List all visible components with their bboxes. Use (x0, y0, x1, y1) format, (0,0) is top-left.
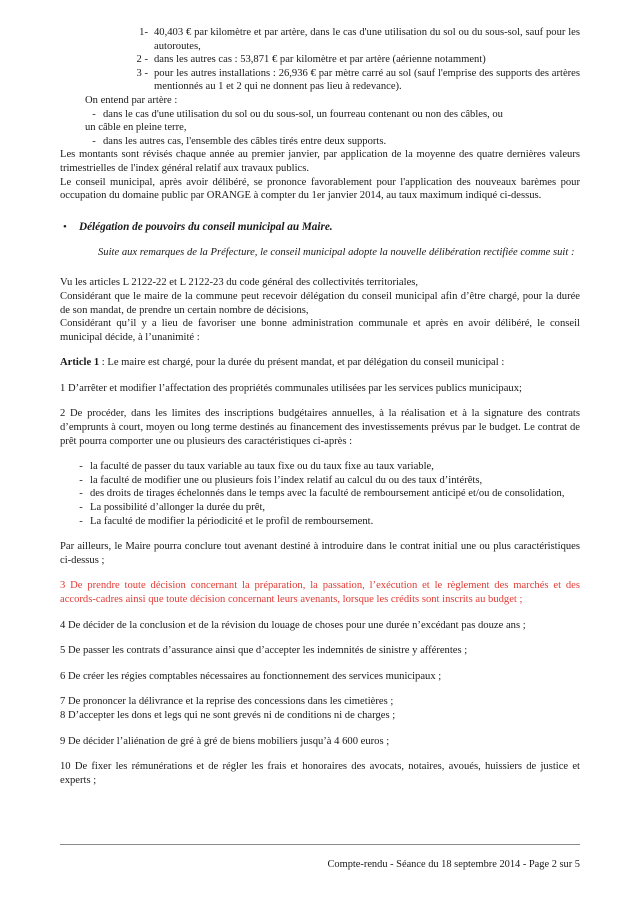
list-item (85, 135, 580, 149)
list-item-text: la faculté de passer du taux variable au taux fixe ou du taux fixe au taux variable, (90, 461, 434, 473)
spacer (60, 448, 580, 460)
spacer (60, 370, 580, 382)
spacer (60, 607, 580, 619)
article-text: : Le maire est chargé, pour la durée du présent mandat, et par délégation du conseil municipal : (99, 357, 505, 369)
list-item (128, 53, 580, 67)
delegation-item-3: 3 De prendre toute décision concernant la préparation, la passation, l’exécution et le règlement des marchés et des accords-cadres ainsi que toute décision concernant leurs avenants, lorsque les crédits sont inscrits au budget ; (60, 580, 580, 605)
delegation-item-1: 1 D’arrêter et modifier l’affectation des propriétés communales utilisées par les services publics municipaux; (60, 382, 522, 394)
spacer (60, 632, 580, 644)
delegation-item-4: 4 De décider de la conclusion et de la révision du louage de choses pour une durée n’excédant pas douze ans ; (60, 619, 526, 631)
artere-definition-lead: On entend par artère : (85, 94, 178, 106)
list-item (72, 474, 580, 488)
list-item (128, 26, 580, 53)
spacer (60, 748, 580, 760)
consideration-line-2: Considérant que le maire de la commune peut recevoir délégation du conseil municipal afin d’être chargé, pour la durée de son mandat, de prendre un certain nombre de décisions, (60, 290, 580, 316)
footer-divider (60, 844, 580, 845)
spacer (60, 395, 580, 407)
list-marker: - (92, 135, 96, 147)
delegation-item-10: 10 De fixer les rémunérations et de régler les frais et honoraires des avocats, notaires, avoués, huissiers de justice et experts ; (60, 761, 580, 786)
list-item (85, 108, 580, 122)
spacer (60, 683, 580, 695)
list-item (72, 487, 580, 501)
footer-text: Compte-rendu - Séance du 18 septembre 2014 - Page 2 sur 5 (327, 859, 580, 870)
list-item-text: la faculté de modifier une ou plusieurs fois l’index relatif au calcul du ou des taux d’intérêts, (90, 474, 483, 486)
delegation-item-6: 6 De créer les régies comptables nécessaires au fonctionnement des services municipaux ; (60, 670, 442, 682)
loan-features-list (60, 460, 580, 528)
list-item (72, 460, 580, 474)
council-paragraph: Le conseil municipal, après avoir délibéré, se prononce favorablement pour l'application des nouveaux barèmes pour occupation du domaine public par ORANGE à compter du 1er janvier 2014, au taux maximum indiqué ci-dessus. (60, 176, 580, 202)
tariff-list (60, 26, 580, 94)
list-item-text: pour les autres installations : 26,936 € par mètre carré au sol (sauf l'emprise des supports des artères mentionnés au 1 et 2 qui ne donnent pas lieu à redevance). (154, 67, 580, 93)
artere-definition-list (60, 108, 580, 122)
list-marker: - (79, 502, 83, 514)
spacer (60, 658, 580, 670)
list-item-text: La possibilité d’allonger la durée du prêt, (90, 502, 266, 514)
page-content (60, 26, 580, 787)
list-item (72, 515, 580, 529)
list-item-text: dans les autres cas : 53,871 € par kilomètre et par artère (aérienne notamment) (154, 54, 486, 66)
spacer (60, 344, 580, 356)
consideration-line-3: Considérant qu’il y a lieu de favoriser une bonne administration communale et après en avoir délibéré, le conseil municipal décide, à l’unanimité : (60, 318, 580, 343)
list-marker: 2 - (136, 54, 148, 66)
list-marker: - (92, 108, 96, 120)
list-marker: - (79, 474, 83, 486)
avenant-paragraph: Par ailleurs, le Maire pourra conclure tout avenant destiné à introduire dans le contrat initial une ou plus caractéristiques ci-dessus ; (60, 541, 580, 566)
list-item (72, 501, 580, 515)
list-marker: 3 - (136, 67, 148, 79)
list-item (128, 67, 580, 94)
list-item-text: La faculté de modifier la périodicité et le profil de remboursement. (90, 515, 374, 527)
bullet-icon: • (63, 220, 67, 233)
list-item-text: 40,403 € par kilomètre et par artère, dans le cas d'une utilisation du sol ou du sous-sol, sauf pour les autoroutes, (154, 27, 580, 52)
delegation-item-5: 5 De passer les contrats d’assurance ainsi que d’accepter les indemnités de sinistre y afférentes ; (60, 645, 468, 657)
list-marker: - (79, 461, 83, 473)
artere-definition-list-2 (60, 135, 580, 149)
section-heading (63, 220, 580, 234)
delegation-item-8: 8 D’accepter les dons et legs qui ne sont grevés ni de conditions ni de charges ; (60, 709, 396, 721)
article-label: Article 1 (60, 357, 100, 369)
list-item-text: dans le cas d'une utilisation du sol ou du sous-sol, un fourreau contenant ou non des câbles, ou (103, 108, 503, 120)
spacer (60, 259, 580, 276)
revision-paragraph: Les montants sont révisés chaque année au premier janvier, par application de la moyenne des quatre dernières valeurs trimestrielles de l'index général relatif aux travaux publics. (60, 149, 580, 174)
delegation-item-9: 9 De décider l’aliénation de gré à gré de biens mobiliers jusqu’à 4 600 euros ; (60, 735, 390, 747)
spacer (60, 203, 580, 220)
spacer (60, 528, 580, 540)
artere-definition-continuation: un câble en pleine terre, (85, 122, 187, 134)
list-marker: - (79, 488, 83, 500)
list-marker: 1- (139, 27, 148, 38)
consideration-line-1: Vu les articles L 2122-22 et L 2122-23 du code général des collectivités territoriales, (60, 277, 419, 289)
section-heading-title: Délégation de pouvoirs du conseil municipal au Maire. (79, 220, 333, 233)
list-item-text: dans les autres cas, l'ensemble des câbles tirés entre deux supports. (103, 135, 387, 147)
spacer (60, 234, 580, 246)
prefecture-note: Suite aux remarques de la Préfecture, le conseil municipal adopte la nouvelle délibération rectifiée comme suit : (98, 246, 575, 258)
spacer (60, 567, 580, 579)
list-marker: - (79, 515, 83, 527)
spacer (60, 723, 580, 735)
list-item-text: des droits de tirages échelonnés dans le temps avec la faculté de remboursement anticipé et/ou de consolidation, (90, 488, 565, 500)
delegation-item-7: 7 De prononcer la délivrance et la reprise des concessions dans les cimetières ; (60, 696, 394, 708)
delegation-item-2: 2 De procéder, dans les limites des inscriptions budgétaires annuelles, à la réalisation et à la signature des contrats d’emprunts à court, moyen ou long terme destinés au financement des investissements prévus par le budget. Le contrat de prêt pourra comporter une ou plusieurs des caractéristiques ci-après : (60, 408, 580, 447)
article-line (60, 356, 580, 370)
